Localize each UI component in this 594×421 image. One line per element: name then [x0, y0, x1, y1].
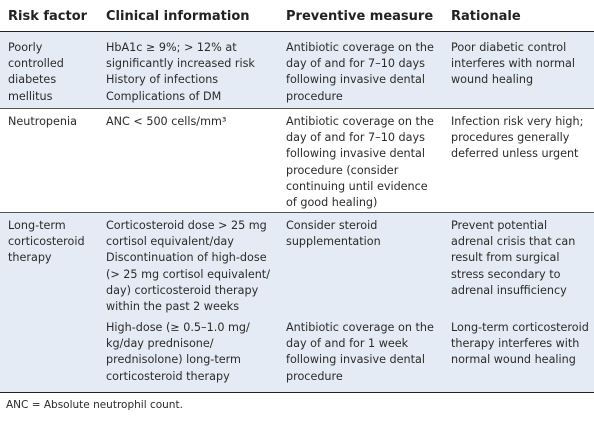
cell-text-line: within the past 2 weeks: [106, 300, 240, 314]
cell-text-line: prednisolone) long-term: [106, 353, 241, 367]
cell-clinical: [106, 218, 270, 315]
cell-text-line: Consider steroid: [286, 219, 378, 232]
cell-rationale: [451, 218, 575, 299]
cell-text-line: corticosteroid: [8, 235, 85, 249]
cell-text-line: Poor diabetic control: [451, 41, 567, 54]
cell-text-line: diabetes: [8, 73, 57, 87]
cell-text-line: ANC < 500 cells/mm³: [106, 115, 227, 128]
cell-text-line: following invasive dental: [286, 147, 425, 161]
header-risk-factor: Risk factor: [8, 9, 88, 24]
cell-text-line: (> 25 mg cortisol equivalent/: [106, 267, 270, 281]
cell-preventive: [286, 114, 434, 211]
row-divider: [0, 212, 594, 213]
cell-text-line: procedure: [286, 369, 343, 383]
cell-risk: [8, 218, 85, 267]
cell-risk: [8, 40, 64, 105]
cell-text-line: procedure (consider: [286, 163, 399, 177]
cell-text-line: Antibiotic coverage on the: [286, 115, 434, 128]
header-rationale: Rationale: [451, 9, 521, 24]
cell-text-line: procedures generally: [451, 131, 570, 145]
cell-preventive: [286, 218, 381, 250]
cell-rationale: [451, 114, 583, 163]
cell-text-line: adrenal insufficiency: [451, 283, 567, 297]
cell-text-line: day of and for 1 week: [286, 337, 409, 351]
header-preventive-measure: Preventive measure: [286, 9, 434, 24]
cell-text-line: wound healing: [451, 73, 534, 87]
cell-text-line: therapy interferes with: [451, 337, 580, 351]
cell-text-line: Antibiotic coverage on the: [286, 321, 434, 334]
cell-text-line: kg/day prednisone/: [106, 337, 214, 351]
cell-text-line: interferes with normal: [451, 57, 576, 71]
cell-clinical: [106, 40, 255, 105]
cell-text-line: supplementation: [286, 235, 381, 249]
table-footnote: ANC = Absolute neutrophil count.: [6, 399, 183, 411]
cell-text-line: continuing until evidence: [286, 179, 428, 193]
cell-text-line: mellitus: [8, 89, 53, 103]
cell-text-line: procedure: [286, 89, 343, 103]
cell-text-line: day of and for 7–10 days: [286, 57, 425, 71]
cell-text-line: HbA1c ≥ 9%; > 12% at: [106, 41, 237, 54]
cell-text-line: controlled: [8, 57, 64, 71]
cell-text-line: normal wound healing: [451, 353, 576, 367]
cell-text-line: of good healing): [286, 196, 378, 210]
cell-risk: [8, 114, 77, 130]
header-clinical-information: Clinical information: [106, 9, 250, 24]
cell-preventive: [286, 40, 434, 105]
cell-rationale: [451, 320, 589, 369]
cell-text-line: Neutropenia: [8, 115, 77, 128]
cell-text-line: Prevent potential: [451, 219, 548, 232]
cell-text-line: History of infections: [106, 73, 219, 87]
row-divider: [0, 108, 594, 109]
cell-text-line: High-dose (≥ 0.5–1.0 mg/: [106, 321, 250, 334]
cell-text-line: following invasive dental: [286, 353, 425, 367]
cell-text-line: Discontinuation of high-dose: [106, 251, 267, 265]
cell-text-line: day) corticosteroid therapy: [106, 283, 259, 297]
cell-text-line: adrenal crisis that can: [451, 235, 576, 249]
cell-text-line: Poorly: [8, 41, 43, 54]
cell-text-line: deferred unless urgent: [451, 147, 579, 161]
cell-preventive: [286, 320, 434, 385]
cell-text-line: Complications of DM: [106, 89, 222, 103]
cell-clinical: [106, 114, 226, 130]
table-header: [0, 0, 594, 32]
table-bottom-rule: [0, 392, 594, 393]
cell-text-line: Corticosteroid dose > 25 mg: [106, 219, 267, 232]
cell-clinical: [106, 320, 250, 385]
cell-text-line: corticosteroid therapy: [106, 369, 230, 383]
cell-text-line: significantly increased risk: [106, 57, 255, 71]
cell-text-line: following invasive dental: [286, 73, 425, 87]
cell-text-line: Long-term corticosteroid: [451, 321, 589, 334]
cell-text-line: stress secondary to: [451, 267, 561, 281]
cell-text-line: therapy: [8, 251, 52, 265]
cell-text-line: Antibiotic coverage on the: [286, 41, 434, 54]
cell-text-line: Long-term: [8, 219, 66, 232]
cell-text-line: Infection risk very high;: [451, 115, 584, 128]
cell-rationale: [451, 40, 575, 89]
cell-text-line: cortisol equivalent/day: [106, 235, 234, 249]
cell-text-line: day of and for 7–10 days: [286, 131, 425, 145]
cell-text-line: result from surgical: [451, 251, 560, 265]
